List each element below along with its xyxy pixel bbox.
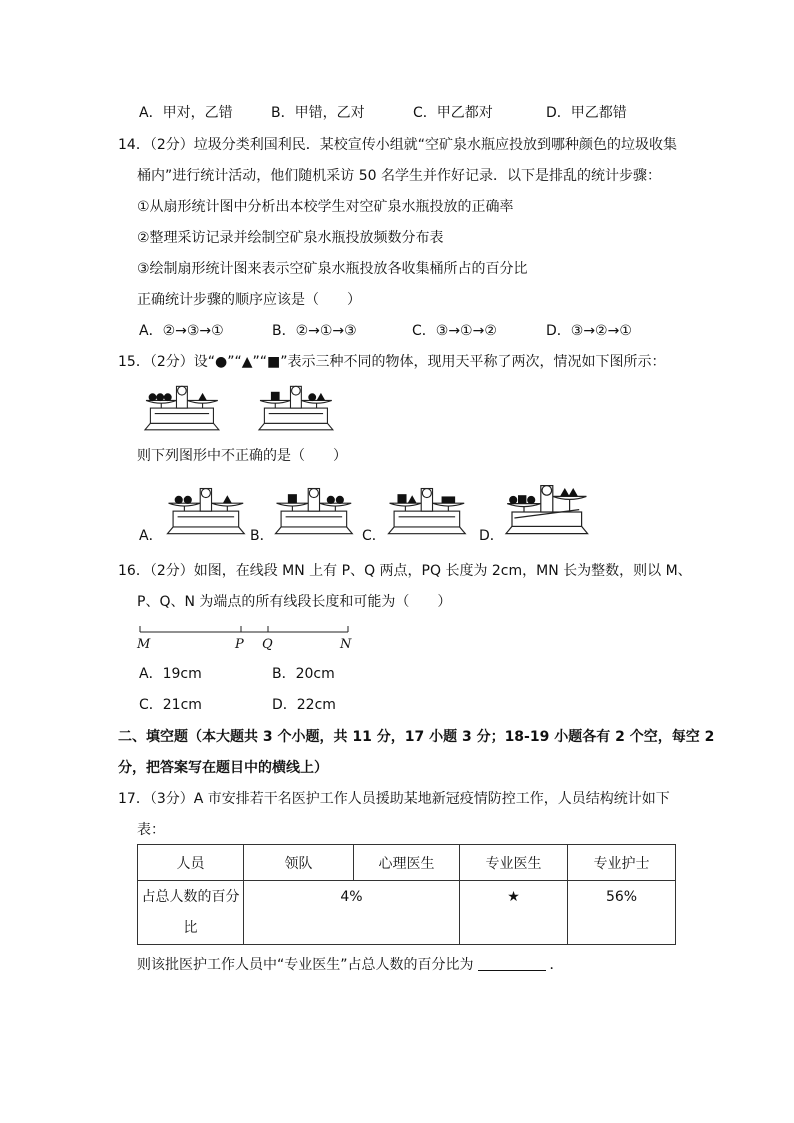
q14-step-3: ③绘制扇形统计图来表示空矿泉水瓶投放各收集桶所占的百分比 [137, 261, 528, 277]
q16-option-b: B．20cm [272, 666, 335, 682]
given-balance-2 [252, 382, 342, 432]
cell-doctor: ★ [460, 881, 568, 945]
q17-stem-line1: 17．（3分）A 市安排若干名医护工作人员援助某地新冠疫情防控工作，人员结构统计如下 [118, 791, 670, 807]
header-leader: 领队 [244, 845, 354, 881]
q16-option-c: C．21cm [139, 697, 202, 713]
q15-question: 则下列图形中不正确的是（ ） [137, 448, 347, 464]
q14-option-b: B．②→①→③ [272, 323, 357, 339]
q14-stem-line2: 桶内”进行统计活动，他们随机采访 50 名学生并作好记录．以下是排乱的统计步骤： [137, 168, 661, 184]
point-q-label: Q [262, 637, 273, 652]
q13-option-c: C．甲乙都对 [413, 105, 493, 121]
q15-option-c-label: C． [362, 528, 386, 544]
table-row [138, 881, 676, 945]
q16-stem-line2: P、Q、N 为端点的所有线段长度和可能为（ ） [137, 594, 452, 610]
q15-option-c-balance [383, 484, 473, 536]
q14-step-2: ②整理采访记录并绘制空矿泉水瓶投放频数分布表 [137, 230, 444, 246]
q15-option-a-balance [162, 484, 252, 536]
q13-option-b: B．甲错，乙对 [271, 105, 365, 121]
q16-stem-line1: 16．（2分）如图，在线段 MN 上有 P、Q 两点，PQ 长度为 2cm，MN 长为整数，则以 M、 [118, 563, 692, 579]
cell-nurse: 56% [568, 881, 676, 945]
header-doctor: 专业医生 [460, 845, 568, 881]
q15-option-a-label: A． [139, 528, 163, 544]
point-p-label: P [235, 637, 244, 652]
segment-mn-figure [138, 622, 358, 636]
personnel-table [137, 844, 676, 945]
point-m-label: M [137, 637, 151, 652]
row-label-line1: 占总人数的百分 [141, 888, 240, 905]
header-nurse: 专业护士 [568, 845, 676, 881]
q14-step-1: ①从扇形统计图中分析出本校学生对空矿泉水瓶投放的正确率 [137, 199, 514, 215]
q15-option-d-balance [502, 476, 594, 536]
table-header-row [138, 845, 676, 881]
q15-option-b-label: B． [250, 528, 274, 544]
q15-stem: 15．（2分）设“●”“▲”“■”表示三种不同的物体，现用天平称了两次，情况如下图所示： [118, 354, 666, 370]
q13-option-d: D．甲乙都错 [546, 105, 627, 121]
header-personnel: 人员 [138, 845, 244, 881]
q15-option-b-balance [270, 484, 360, 536]
given-balance-1 [138, 382, 228, 432]
q14-option-d: D．③→②→① [546, 323, 632, 339]
answer-blank[interactable] [478, 956, 546, 971]
q16-option-a: A．19cm [139, 666, 202, 682]
point-n-label: N [340, 637, 352, 652]
header-psychologist: 心理医生 [354, 845, 460, 881]
q14-question: 正确统计步骤的顺序应该是（ ） [137, 292, 361, 308]
section-2-heading-cont: 分，把答案写在题目中的横线上） [118, 760, 328, 776]
row-label-line2: 比 [183, 919, 198, 936]
q17-answer-prompt: 则该批医护工作人员中“专业医生”占总人数的百分比为 [137, 957, 474, 973]
cell-leader-psychologist: 4% [244, 881, 460, 945]
q13-option-a: A．甲对，乙错 [139, 105, 233, 121]
q16-option-d: D．22cm [272, 697, 336, 713]
q15-option-d-label: D． [479, 528, 504, 544]
q17-stem-line2: 表： [137, 822, 165, 838]
q14-option-a: A．②→③→① [139, 323, 224, 339]
q17-answer-end: ． [549, 957, 564, 973]
q17-answer-line [137, 955, 564, 975]
section-2-heading: 二、填空题（本大题共 3 个小题，共 11 分，17 小题 3 分；18-19 小题各有 2 个空，每空 2 [118, 729, 715, 745]
q14-option-c: C．③→①→② [412, 323, 497, 339]
q14-stem-line1: 14．（2分）垃圾分类利国利民．某校宣传小组就“空矿泉水瓶应投放到哪种颜色的垃圾收集 [118, 137, 677, 153]
row-label-percentage [138, 881, 244, 945]
